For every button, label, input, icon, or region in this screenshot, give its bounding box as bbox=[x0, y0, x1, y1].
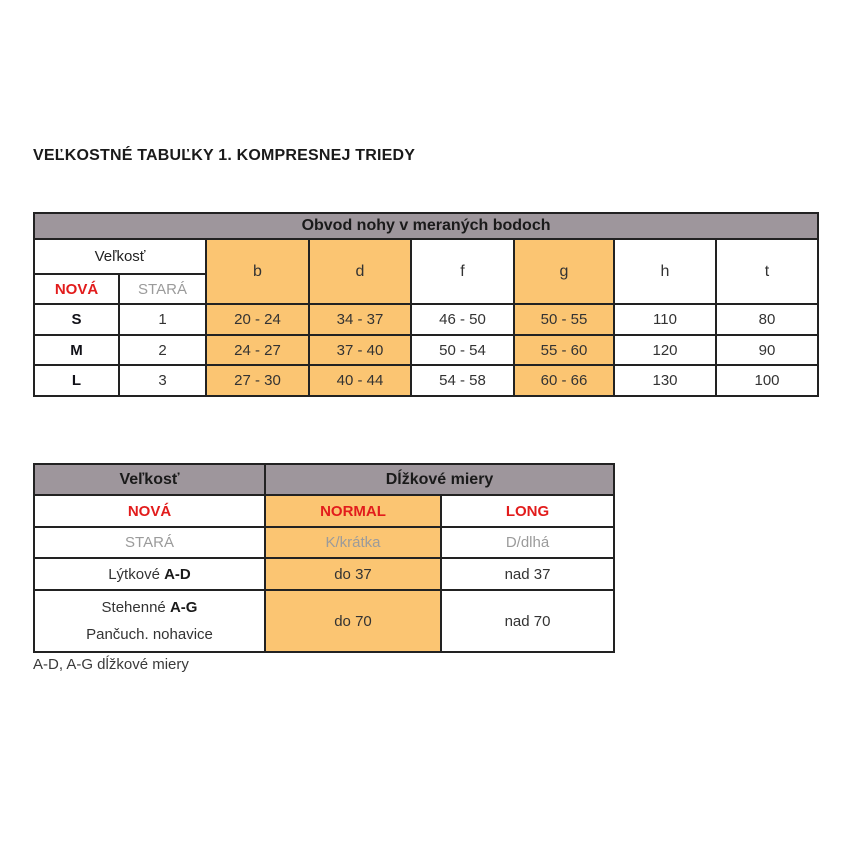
thigh-label-line2: Pančuch. nohavice bbox=[86, 626, 213, 643]
table-row bbox=[34, 527, 614, 558]
new-label-cell: NOVÁ bbox=[34, 495, 265, 527]
measure-t-cell: 100 bbox=[716, 365, 818, 396]
old-normal-cell: K/krátka bbox=[265, 527, 441, 558]
table-row bbox=[34, 495, 614, 527]
measure-h-cell: 120 bbox=[614, 335, 716, 365]
table-row bbox=[34, 590, 614, 652]
table-row bbox=[34, 365, 818, 396]
table-row bbox=[34, 558, 614, 590]
long-label-cell: LONG bbox=[441, 495, 614, 527]
length-size-header: Veľkosť bbox=[34, 464, 265, 495]
measure-f-cell: 46 - 50 bbox=[411, 304, 514, 335]
size-header: Veľkosť bbox=[34, 239, 206, 274]
footnote: A-D, A-G dĺžkové miery bbox=[33, 656, 189, 673]
measure-f-cell: 50 - 54 bbox=[411, 335, 514, 365]
column-header-g: g bbox=[514, 239, 614, 304]
old-label-cell: STARÁ bbox=[34, 527, 265, 558]
measure-d-cell: 37 - 40 bbox=[309, 335, 411, 365]
size-new-cell: M bbox=[34, 335, 119, 365]
new-size-label: NOVÁ bbox=[34, 274, 119, 304]
measure-h-cell: 130 bbox=[614, 365, 716, 396]
thigh-label-cell bbox=[34, 590, 265, 652]
size-old-cell: 1 bbox=[119, 304, 206, 335]
thigh-label-line1 bbox=[37, 594, 262, 621]
calf-label-text: Lýtkové bbox=[108, 565, 160, 583]
circumference-table-header: Obvod nohy v meraných bodoch bbox=[34, 213, 818, 239]
thigh-label-text: Stehenné bbox=[101, 599, 166, 616]
size-old-cell: 3 bbox=[119, 365, 206, 396]
measure-g-cell: 50 - 55 bbox=[514, 304, 614, 335]
table-row bbox=[34, 304, 818, 335]
measure-d-cell: 34 - 37 bbox=[309, 304, 411, 335]
old-size-label: STARÁ bbox=[119, 274, 206, 304]
measure-b-cell: 27 - 30 bbox=[206, 365, 309, 396]
column-header-t: t bbox=[716, 239, 818, 304]
measure-b-cell: 20 - 24 bbox=[206, 304, 309, 335]
measure-d-cell: 40 - 44 bbox=[309, 365, 411, 396]
leg-circumference-table bbox=[33, 212, 819, 397]
thigh-long-cell: nad 70 bbox=[441, 590, 614, 652]
measure-b-cell: 24 - 27 bbox=[206, 335, 309, 365]
measure-t-cell: 90 bbox=[716, 335, 818, 365]
thigh-normal-cell: do 70 bbox=[265, 590, 441, 652]
thigh-range-code: A-G bbox=[169, 599, 198, 616]
table-row bbox=[34, 335, 818, 365]
size-new-cell: S bbox=[34, 304, 119, 335]
column-header-h: h bbox=[614, 239, 716, 304]
measure-g-cell: 60 - 66 bbox=[514, 365, 614, 396]
column-header-d: d bbox=[309, 239, 411, 304]
length-measures-header: Dĺžkové miery bbox=[265, 464, 614, 495]
old-long-cell: D/dlhá bbox=[441, 527, 614, 558]
calf-normal-cell: do 37 bbox=[265, 558, 441, 590]
measure-t-cell: 80 bbox=[716, 304, 818, 335]
measure-g-cell: 55 - 60 bbox=[514, 335, 614, 365]
size-new-cell: L bbox=[34, 365, 119, 396]
column-header-f: f bbox=[411, 239, 514, 304]
measure-h-cell: 110 bbox=[614, 304, 716, 335]
page-title: VEĽKOSTNÉ TABUĽKY 1. KOMPRESNEJ TRIEDY bbox=[33, 147, 416, 164]
normal-label-cell: NORMAL bbox=[265, 495, 441, 527]
calf-range-code: A-D bbox=[164, 565, 191, 583]
size-old-cell: 2 bbox=[119, 335, 206, 365]
calf-label-cell bbox=[34, 558, 265, 590]
length-measures-table bbox=[33, 463, 615, 653]
measure-f-cell: 54 - 58 bbox=[411, 365, 514, 396]
column-header-b: b bbox=[206, 239, 309, 304]
calf-long-cell: nad 37 bbox=[441, 558, 614, 590]
